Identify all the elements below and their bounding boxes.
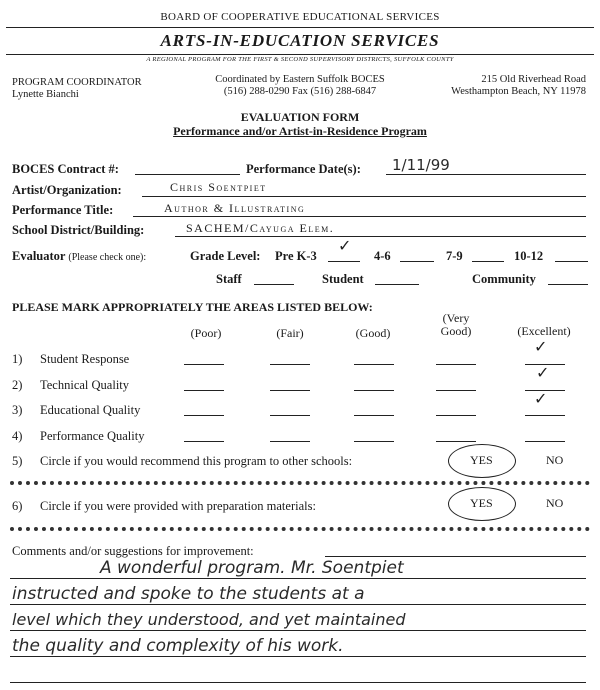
col-fair: (Fair): [276, 326, 304, 340]
district-value: SACHEM/Cayuga Elem.: [186, 221, 335, 235]
dotted-divider-2: [10, 527, 590, 531]
comment-line-3[interactable]: [10, 630, 586, 631]
grade-7-9-field[interactable]: [472, 261, 504, 262]
org-name: BOARD OF COOPERATIVE EDUCATIONAL SERVICES: [160, 11, 440, 23]
comment-line-4[interactable]: [10, 656, 586, 657]
col-excellent: (Excellent): [517, 324, 571, 338]
dotted-divider: [10, 481, 590, 485]
role-community-field[interactable]: [548, 284, 588, 285]
item-1-check-icon: ✓: [534, 339, 548, 356]
q5-text: Circle if you would recommend this program to other schools:: [40, 454, 353, 468]
item-1-poor[interactable]: [184, 364, 224, 365]
item-2-num: 2): [12, 378, 23, 392]
address-block: [451, 74, 586, 98]
item-1-good[interactable]: [354, 364, 394, 365]
item-3-poor[interactable]: [184, 415, 224, 416]
col-very: (Very: [442, 311, 470, 325]
item-2-fair[interactable]: [270, 390, 310, 391]
coordinator-name: Lynette Bianchi: [12, 89, 79, 100]
col-good: (Good): [355, 326, 391, 340]
item-2-poor[interactable]: [184, 390, 224, 391]
item-2-very-good[interactable]: [436, 390, 476, 391]
comment-text-1: A wonderful program. Mr. Soentpiet: [100, 558, 404, 578]
comment-line-1[interactable]: [10, 578, 586, 579]
role-student-field[interactable]: [375, 284, 419, 285]
grade-10-12-field[interactable]: [555, 261, 588, 262]
col-very-good: [428, 312, 484, 338]
artist-field[interactable]: [142, 196, 586, 197]
item-4-very-good[interactable]: [436, 441, 476, 442]
q6-yes[interactable]: YES: [470, 496, 493, 510]
item-2-label: Technical Quality: [40, 378, 130, 392]
item-4-poor[interactable]: [184, 441, 224, 442]
item-3-check-icon: ✓: [534, 391, 548, 408]
grade-level-label: Grade Level:: [190, 249, 261, 263]
item-4-excellent[interactable]: [525, 441, 565, 442]
q5-no[interactable]: NO: [546, 453, 564, 467]
item-3-num: 3): [12, 403, 23, 417]
program-tagline: A REGIONAL PROGRAM FOR THE FIRST & SECOND SUPERVISORY DISTRICTS, SUFFOLK COUNTY: [146, 56, 454, 63]
item-3-very-good[interactable]: [436, 415, 476, 416]
col-very-good-2: Good): [440, 324, 472, 338]
comment-line-5[interactable]: [10, 682, 586, 683]
item-4-good[interactable]: [354, 441, 394, 442]
q5-num: 5): [12, 454, 23, 468]
evaluator-label: [12, 249, 146, 264]
grade-prek3-field[interactable]: [328, 261, 360, 262]
item-1-very-good[interactable]: [436, 364, 476, 365]
address-line-1: 215 Old Riverhead Road: [481, 74, 586, 85]
role-staff-label: Staff: [216, 272, 242, 286]
coordinator-label: PROGRAM COORDINATOR: [12, 77, 142, 88]
ratings-heading: PLEASE MARK APPROPRIATELY THE AREAS LISTED BELOW:: [12, 300, 373, 314]
item-1-num: 1): [12, 352, 23, 366]
grade-10-12-label: 10-12: [514, 249, 544, 263]
comment-text-4: the quality and complexity of his work.: [12, 636, 344, 656]
item-2-check-icon: ✓: [536, 365, 550, 382]
performance-date-label: Performance Date(s):: [246, 162, 361, 176]
performance-title-field[interactable]: [133, 216, 586, 217]
evaluator-text: Evaluator: [12, 249, 66, 263]
comments-first-line: [325, 556, 586, 557]
role-staff-field[interactable]: [254, 284, 294, 285]
item-2-good[interactable]: [354, 390, 394, 391]
grade-4-6-field[interactable]: [400, 261, 434, 262]
item-3-label: Educational Quality: [40, 403, 141, 417]
item-4-label: Performance Quality: [40, 429, 145, 443]
comment-text-3: level which they understood, and yet maintained: [12, 610, 406, 629]
district-label: School District/Building:: [12, 223, 145, 237]
program-title: ARTS-IN-EDUCATION SERVICES: [160, 31, 440, 50]
col-poor: (Poor): [190, 326, 222, 340]
grade-7-9-label: 7-9: [446, 249, 463, 263]
comment-text-2: instructed and spoke to the students at a: [12, 584, 365, 604]
form-title: EVALUATION FORM: [240, 110, 360, 124]
q6-no[interactable]: NO: [546, 496, 564, 510]
role-community-label: Community: [472, 272, 536, 286]
district-field[interactable]: [175, 236, 586, 237]
artist-value: Chris Soentpiet: [170, 180, 267, 194]
phone-fax: (516) 288-0290 Fax (516) 288-6847: [223, 86, 377, 97]
q5-yes[interactable]: YES: [470, 453, 493, 467]
performance-date-field[interactable]: [386, 174, 586, 175]
q6-num: 6): [12, 499, 23, 513]
artist-label: Artist/Organization:: [12, 183, 122, 197]
comment-line-2[interactable]: [10, 604, 586, 605]
item-1-label: Student Response: [40, 352, 130, 366]
coordinated-by: Coordinated by Eastern Suffolk BOCES: [215, 74, 385, 85]
performance-title-label: Performance Title:: [12, 203, 114, 217]
q6-text: Circle if you were provided with preparation materials:: [40, 499, 316, 513]
contract-label: BOCES Contract #:: [12, 162, 119, 176]
grade-prek3-check-icon: ✓: [338, 238, 352, 255]
item-4-fair[interactable]: [270, 441, 310, 442]
item-1-fair[interactable]: [270, 364, 310, 365]
comments-label: Comments and/or suggestions for improvement:: [12, 544, 254, 558]
role-student-label: Student: [322, 272, 364, 286]
item-3-fair[interactable]: [270, 415, 310, 416]
contract-field[interactable]: [135, 174, 240, 175]
performance-title-value: Author & Illustrating: [164, 201, 306, 215]
item-3-excellent[interactable]: [525, 415, 565, 416]
evaluator-note: (Please check one):: [68, 252, 147, 263]
grade-4-6-label: 4-6: [374, 249, 391, 263]
form-subtitle: Performance and/or Artist-in-Residence Program: [173, 124, 427, 138]
performance-date-value: 1/11/99: [392, 156, 450, 174]
item-4-num: 4): [12, 429, 23, 443]
item-3-good[interactable]: [354, 415, 394, 416]
address-line-2: Westhampton Beach, NY 11978: [451, 86, 586, 97]
grade-prek3-label: Pre K-3: [275, 249, 317, 263]
